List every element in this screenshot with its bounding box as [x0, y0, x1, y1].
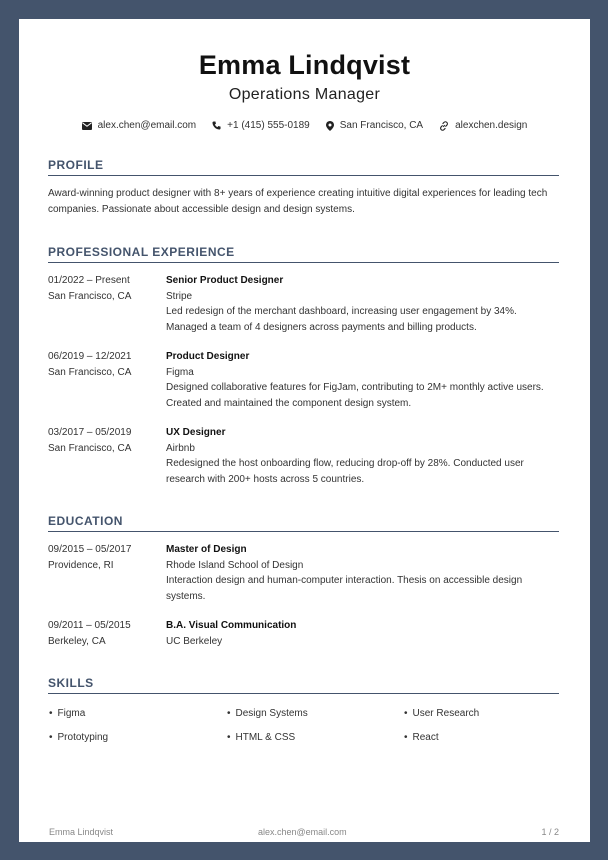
skill-item: • React — [404, 730, 439, 745]
experience-title: PROFESSIONAL EXPERIENCE — [48, 245, 559, 263]
education-body — [166, 542, 559, 604]
education-meta — [48, 618, 163, 649]
link-icon — [439, 121, 449, 131]
experience-dates: 06/2019 – 12/2021 — [48, 351, 132, 362]
experience-role: Senior Product Designer — [166, 275, 284, 286]
experience-entry — [48, 349, 559, 411]
contact-bar — [19, 120, 590, 131]
contact-email-text: alex.chen@email.com — [97, 120, 197, 131]
experience-body — [166, 425, 559, 487]
contact-location-text: San Francisco, CA — [339, 120, 424, 131]
education-entry — [48, 542, 559, 604]
education-location: Berkeley, CA — [48, 635, 106, 647]
footer-name: Emma Lindqvist — [49, 827, 114, 837]
experience-role: Product Designer — [166, 351, 250, 362]
experience-desc: Designed collaborative features for FigJam, contributing to 2M+ monthly active users. Created and maintained the component design system. — [166, 382, 544, 409]
experience-role: UX Designer — [166, 427, 226, 438]
experience-meta — [48, 349, 163, 380]
contact-website-text: alexchen.design — [455, 120, 528, 131]
experience-location: San Francisco, CA — [48, 290, 132, 302]
skill-item: • HTML & CSS — [227, 730, 295, 745]
contact-website[interactable] — [439, 120, 527, 131]
skills-list — [48, 706, 559, 756]
experience-entry — [48, 425, 559, 487]
education-dates: 09/2011 – 05/2015 — [48, 620, 131, 631]
candidate-role: Operations Manager — [228, 86, 381, 103]
education-school: UC Berkeley — [166, 635, 223, 647]
profile-text: Award-winning product designer with 8+ years of experience creating intuitive digital experiences for leading tech companies. Passionate about accessible design and design systems. — [48, 188, 548, 215]
skill-item: • Figma — [49, 706, 85, 721]
mail-icon — [82, 122, 92, 130]
education-title: EDUCATION — [48, 514, 559, 532]
experience-org: Figma — [166, 366, 194, 378]
education-body — [166, 618, 559, 649]
education-meta — [48, 542, 163, 573]
experience-entry — [48, 273, 559, 335]
skill-item: • Prototyping — [49, 730, 108, 745]
skills-title: SKILLS — [48, 676, 559, 694]
education-entry — [48, 618, 559, 649]
resume-page — [19, 19, 590, 842]
experience-section — [48, 245, 559, 487]
skill-item: • User Research — [404, 706, 479, 721]
experience-dates: 03/2017 – 05/2019 — [48, 427, 132, 438]
contact-location — [326, 120, 423, 131]
phone-icon — [212, 121, 221, 130]
contact-phone[interactable] — [212, 120, 310, 131]
footer-email: alex.chen@email.com — [258, 827, 347, 837]
experience-desc: Redesigned the host onboarding flow, reducing drop-off by 28%. Conducted user research with 200+ hosts across 5 countries. — [166, 458, 524, 485]
skills-section — [48, 676, 559, 756]
education-degree: B.A. Visual Communication — [166, 620, 297, 631]
experience-desc: Led redesign of the merchant dashboard, increasing user engagement by 34%. Managed a team of 4 designers across payments and billing products. — [166, 306, 517, 333]
contact-email[interactable] — [82, 120, 197, 131]
education-section — [48, 514, 559, 649]
education-location: Providence, RI — [48, 559, 114, 571]
contact-phone-text: +1 (415) 555-0189 — [227, 120, 310, 131]
experience-location: San Francisco, CA — [48, 442, 132, 454]
profile-title: PROFILE — [48, 158, 559, 176]
experience-meta — [48, 425, 163, 456]
education-school: Rhode Island School of Design — [166, 559, 304, 571]
experience-location: San Francisco, CA — [48, 366, 132, 378]
experience-org: Stripe — [166, 290, 193, 302]
candidate-name: Emma Lindqvist — [198, 50, 411, 80]
education-degree: Master of Design — [166, 544, 247, 555]
education-desc: Interaction design and human-computer interaction. Thesis on accessible design systems. — [166, 575, 523, 602]
experience-body — [166, 349, 559, 411]
profile-section — [48, 158, 559, 217]
education-dates: 09/2015 – 05/2017 — [48, 544, 132, 555]
skill-item: • Design Systems — [227, 706, 308, 721]
experience-dates: 01/2022 – Present — [48, 275, 130, 286]
footer-page-number: 1 / 2 — [541, 827, 559, 837]
experience-body — [166, 273, 559, 335]
location-pin-icon — [326, 121, 334, 131]
experience-org: Airbnb — [166, 442, 195, 454]
experience-meta — [48, 273, 163, 304]
